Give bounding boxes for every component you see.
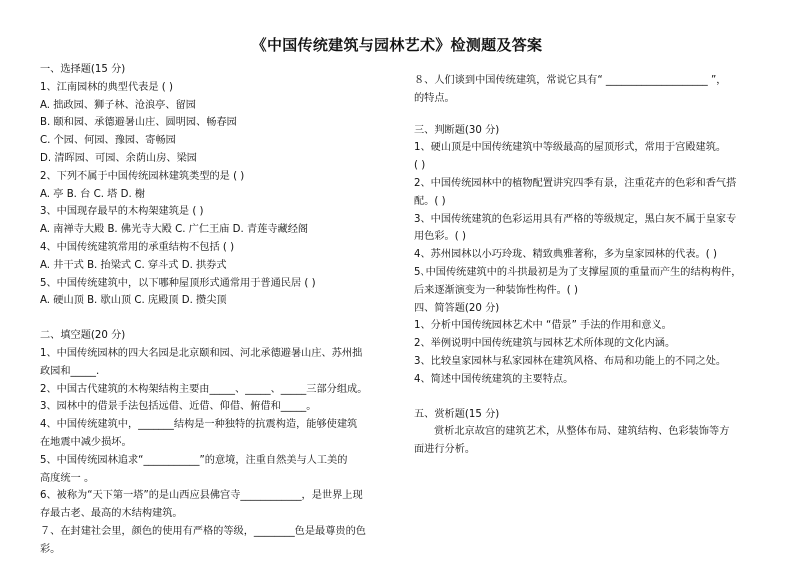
question-2: 2、下列不属于中国传统园林建筑类型的是 ( ) <box>40 170 245 182</box>
question-3-options: A. 南禅寺大殿 B. 佛光寺大殿 C. 广仁王庙 D. 青莲寺藏经阁 <box>40 224 309 236</box>
fill-8-line-1: ８、人们谈到中国传统建筑，常说它具有“ ____________________ ”， <box>414 75 727 86</box>
fill-4-line-1: 4、中国传统建筑中，_______结构是一种独特的抗震构造，能够使建筑 <box>40 419 358 431</box>
question-2-options: A. 亭 B. 台 C. 塔 D. 榭 <box>40 188 146 200</box>
question-1-option-a: A. 拙政园、狮子林、沧浪亭、留园 <box>40 99 196 111</box>
appreciation-1-line-1: 赏析北京故宫的建筑艺术，从整体布局、建筑结构、色彩装饰等方 <box>434 426 730 438</box>
judge-3-line-1: 3、中国传统建筑的色彩运用具有严格的等级规定，黑白灰不属于皇家专 <box>414 213 737 225</box>
question-4-options: A. 井干式 B. 抬梁式 C. 穿斗式 D. 拱券式 <box>40 259 227 271</box>
fill-2: 2、中国古代建筑的木构架结构主要由_____、_____、_____三部分组成。 <box>40 383 368 395</box>
page-title: 《中国传统建筑与园林艺术》检测题及答案 <box>251 36 543 54</box>
question-3: 3、中国现存最早的木构架建筑是 ( ) <box>40 206 204 218</box>
fill-1-line-2: 政园和_____. <box>40 365 100 377</box>
fill-3: 3、园林中的借景手法包括远借、近借、仰借、俯借和_____。 <box>40 401 317 413</box>
short-answer-1: 1、分析中国传统园林艺术中 “借景” 手法的作用和意义。 <box>414 320 672 332</box>
judge-5-line-1: 5､中国传统建筑中的斗拱最初是为了支撑屋顶的重量而产生的结构构件， <box>414 266 742 278</box>
question-1-option-d: D. 清晖园、可园、余荫山房、梁园 <box>40 152 197 164</box>
judge-2-line-1: 2、中国传统园林中的植物配置讲究四季有景，注重花卉的色彩和香气搭 <box>414 177 737 189</box>
judge-1-line-1: 1、硬山顶是中国传统建筑中等级最高的屋顶形式，常用于宫殿建筑。 <box>414 142 727 154</box>
section-heading-choice: 一、选择题(15 分) <box>40 64 126 75</box>
fill-8-line-2: 的特点。 <box>414 92 455 104</box>
judge-2-line-2: 配。( ) <box>414 195 446 207</box>
question-5-options: A. 硬山顶 B. 歇山顶 C. 庑殿顶 D. 攒尖顶 <box>40 295 227 307</box>
judge-4: 4、苏州园林以小巧玲珑、精致典雅著称，多为皇家园林的代表。( ) <box>414 249 717 261</box>
section-heading-fill: 二、填空题(20 分) <box>40 330 126 342</box>
fill-5-line-1: 5、中国传统园林追求“___________”的意境，注重自然美与人工美的 <box>40 454 348 466</box>
fill-4-line-2: 在地震中减少损坏。 <box>40 436 132 448</box>
judge-1-line-2: ( ) <box>414 160 426 172</box>
fill-7-line-2: 彩。 <box>40 543 61 555</box>
judge-5-line-2: 后来逐渐演变为一种装饰性构件。( ) <box>414 284 578 296</box>
question-4: 4、中国传统建筑常用的承重结构不包括 ( ) <box>40 241 235 253</box>
right-column <box>414 75 779 459</box>
fill-7-line-1: ７、在封建社会里，颜色的使用有严格的等级，________色是最尊贵的色 <box>40 525 366 537</box>
short-answer-2: 2、举例说明中国传统建筑与园林艺术所体现的文化内涵。 <box>414 338 676 350</box>
fill-1-line-1: 1、中国传统园林的四大名园是北京颐和园、河北承德避暑山庄、苏州拙 <box>40 347 363 359</box>
left-column <box>40 61 412 559</box>
section-heading-judge: 三、判断题(30 分) <box>414 124 500 136</box>
short-answer-3: 3、比较皇家园林与私家园林在建筑风格、布局和功能上的不同之处。 <box>414 355 727 367</box>
question-1-option-c: C. 个园、何园、豫园、寄畅园 <box>40 135 176 147</box>
section-heading-appreciation: 五、赏析题(15 分) <box>414 408 500 420</box>
section-heading-short-answer: 四、简答题(20 分) <box>414 302 500 314</box>
question-5: 5、中国传统建筑中，以下哪种屋顶形式通常用于普通民居 ( ) <box>40 277 316 289</box>
judge-3-line-2: 用色彩。( ) <box>414 231 466 243</box>
fill-6-line-1: 6、被称为“天下第一塔”的是山西应县佛宫寺____________，是世界上现 <box>40 490 363 502</box>
fill-5-line-2: 高度统一 。 <box>40 472 95 484</box>
question-1: 1、江南园林的典型代表是 ( ) <box>40 81 173 93</box>
appreciation-1-line-2: 面进行分析。 <box>414 444 476 456</box>
question-1-option-b: B. 颐和园、承德避暑山庄、圆明园、畅春园 <box>40 117 237 129</box>
fill-6-line-2: 存最古老、最高的木结构建筑。 <box>40 508 183 520</box>
short-answer-4: 4、简述中国传统建筑的主要特点。 <box>414 373 574 385</box>
